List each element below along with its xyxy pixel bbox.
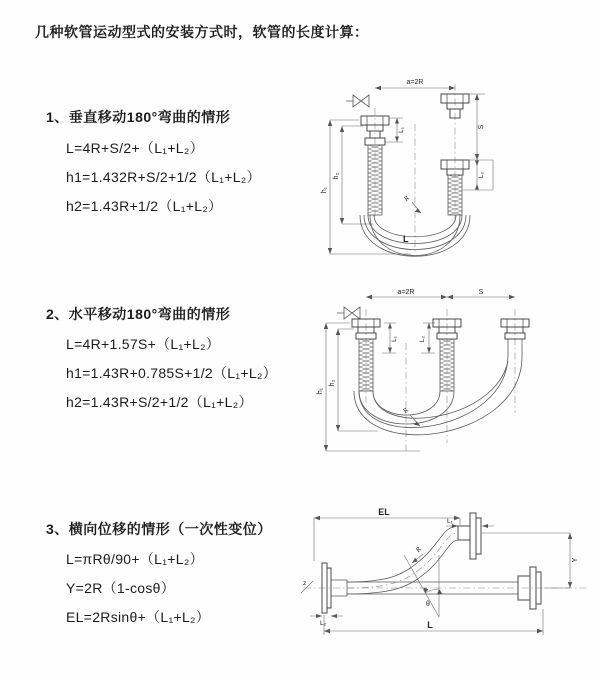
radius-callout (401, 406, 420, 426)
dim-el (314, 507, 460, 561)
svg-text:Y: Y (572, 557, 579, 563)
hose-curves (354, 355, 522, 435)
formula: L=4R+S/2+（L₁+L₂） (66, 140, 204, 156)
formula: h2=1.43R+1/2（L₁+L₂） (66, 198, 223, 214)
dim-end-left (382, 323, 398, 353)
formula: Y=2R（1-cosθ） (66, 580, 176, 596)
dim-travel (463, 94, 493, 190)
axis-mark (301, 580, 313, 593)
radius-callout (402, 194, 421, 213)
formula: h2=1.43R+S/2+1/2（L₁+L₂） (66, 394, 253, 410)
section-3-heading: 3、横向位移的情形（一次性变位） (46, 521, 272, 537)
formula: h1=1.43R+0.785S+1/2（L₁+L₂） (66, 365, 277, 381)
angle-label: θ (426, 601, 430, 608)
top-flange (458, 513, 481, 559)
dim-end-left (385, 118, 405, 142)
dim-label-h2: h₂ (333, 172, 340, 180)
dim-label-h2: h₂ (329, 379, 336, 387)
dim-label-l2: L₂ (419, 335, 426, 343)
dim-span (375, 79, 455, 90)
dim-heights (317, 323, 420, 451)
valve-icon (337, 307, 360, 319)
dim-label-length: L (403, 234, 409, 244)
dim-label-s: S (478, 289, 484, 296)
dim-label-s: S (478, 124, 485, 130)
page-title: 几种软管运动型式的安装方式时，软管的长度计算： (35, 24, 369, 40)
dim-label-span: a=2R (397, 289, 415, 296)
svg-text:z: z (303, 580, 307, 587)
right-hose-end (441, 94, 469, 215)
braided-hose (448, 175, 462, 215)
diagram-horizontal-travel-180-bend (312, 283, 590, 460)
formula: EL=2Rsinθ+（L₁+L₂） (66, 609, 211, 625)
diagram-vertical-travel-180-bend (315, 72, 590, 258)
dim-label-l1: L₁ (391, 336, 398, 342)
dim-span (366, 289, 515, 299)
dim-length (324, 609, 543, 635)
section-2-heading: 2、水平移动180°弯曲的情形 (46, 306, 231, 322)
dim-label-h1: h₁ (321, 186, 328, 194)
section-1-heading: 1、垂直移动180°弯曲的情形 (46, 109, 231, 125)
radius-construction (404, 545, 443, 617)
dim-end-left (310, 614, 343, 627)
formula: L=πRθ/90+（L₁+L₂） (66, 551, 204, 567)
hose-displaced-position (347, 526, 458, 594)
braided-hose (368, 145, 382, 213)
valve-icon (346, 95, 369, 107)
dim-label-radius: R (401, 406, 410, 415)
dim-label-l2: L₂ (478, 171, 485, 179)
dim-label-l1: L₁ (398, 127, 405, 133)
svg-text:EL: EL (378, 507, 390, 517)
dim-label-radius: R (414, 545, 423, 554)
formula: h1=1.432R+S/2+1/2（L₁+L₂） (66, 169, 261, 185)
dim-label-h1: h₁ (317, 387, 324, 395)
svg-text:L: L (427, 620, 433, 630)
dim-label-span: a=2R (406, 79, 424, 86)
formula: L=4R+1.57S+（L₁+L₂） (66, 336, 221, 352)
dim-label-radius: R (402, 194, 411, 203)
diagram-lateral-offset (298, 505, 595, 645)
svg-text:L₂: L₂ (320, 620, 327, 627)
svg-text:L₁: L₁ (447, 518, 453, 525)
